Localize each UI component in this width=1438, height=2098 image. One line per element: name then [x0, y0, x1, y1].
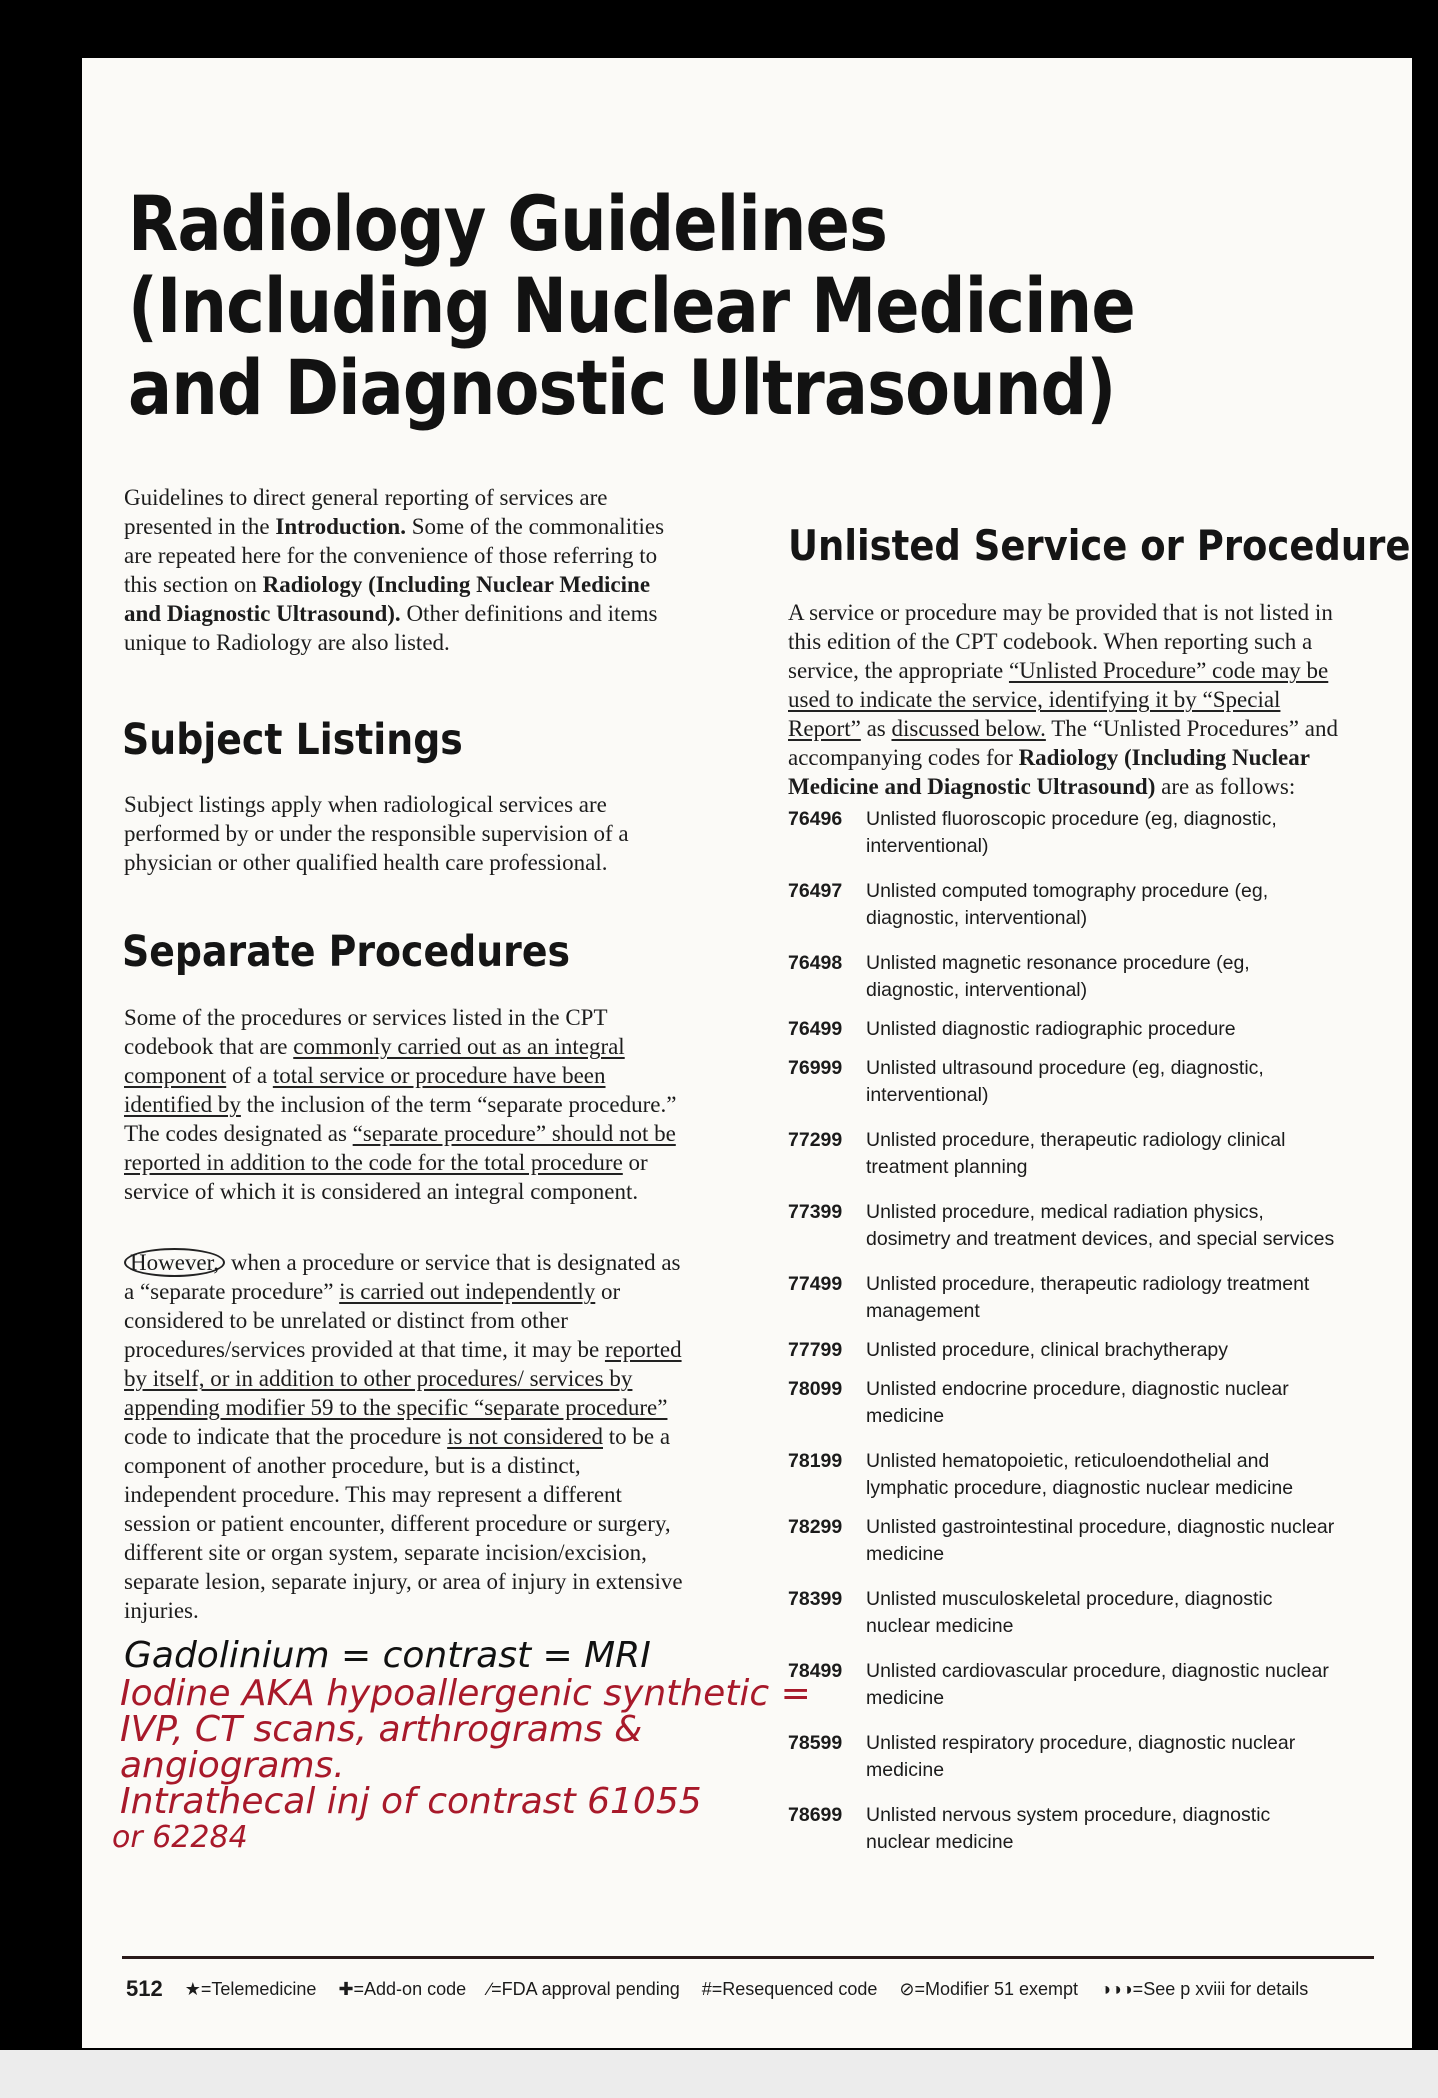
legend-see-details: ◑◑◑=See p xviii for details: [1100, 1978, 1309, 1999]
sep1-underline-2: total service or procedure have been identified by: [124, 1063, 606, 1117]
code-description: Unlisted hematopoietic, reticuloendothelial and lymphatic procedure, diagnostic nuclear medicine: [866, 1450, 1294, 1499]
sep1-text-c: the inclusion of the term “separate procedure.” The codes designated as: [124, 1092, 677, 1146]
cpt-code: 78699: [788, 1804, 843, 1826]
code-row: [788, 1127, 1408, 1181]
sep1-text-d: or service of which it is considered an integral component.: [124, 1150, 648, 1204]
unl-underline-1: “Unlisted Procedure” code may be used to indicate the service, identifying it by “Special Report”: [788, 658, 1329, 741]
intro-text-1: Guidelines to direct general reporting of services are presented in the: [124, 485, 608, 539]
unlisted-paragraph: [788, 598, 1354, 801]
intro-text-3: Other definitions and items unique to Radiology are also listed.: [124, 601, 658, 655]
bottom-strip: [0, 2050, 1438, 2098]
cpt-code: 78399: [788, 1588, 843, 1610]
cpt-code: 78499: [788, 1660, 843, 1682]
unl-text-b: as: [860, 716, 892, 741]
code-description: Unlisted nervous system procedure, diagnostic nuclear medicine: [866, 1804, 1271, 1853]
unl-underline-2: discussed below.: [891, 716, 1046, 741]
intro-paragraph: [124, 483, 684, 657]
intro-bold-1: Introduction.: [275, 514, 406, 539]
intro-bold-2: Radiology (Including Nuclear Medicine and Diagnostic Ultrasound).: [124, 572, 651, 626]
code-description: Unlisted procedure, therapeutic radiology clinical treatment planning: [866, 1129, 1286, 1178]
page-title: Radiology Guidelines (Including Nuclear Medicine and Diagnostic Ultrasound): [128, 179, 1135, 432]
code-row: [788, 878, 1408, 932]
sep2-text-d: to be a component of another procedure, but is a distinct, independent procedure. This may represent a different session or patient encounter, different procedure or surgery, different site or organ system, separate incision/excision, separate lesion, separate injury, or area of injury in extensive injuries.: [124, 1424, 683, 1623]
code-description: Unlisted musculoskeletal procedure, diagnostic nuclear medicine: [866, 1588, 1273, 1637]
footer-legend: [126, 1976, 1386, 2002]
code-description: Unlisted procedure, clinical brachytherapy: [866, 1339, 1229, 1361]
unl-text-a: A service or procedure may be provided that is not listed in this edition of the CPT codebook. When reporting such a service, the appropriate: [788, 600, 1333, 683]
code-description: Unlisted fluoroscopic procedure (eg, diagnostic, interventional): [866, 808, 1277, 857]
cpt-code: 77799: [788, 1339, 843, 1361]
sep2-underline-1: is carried out independently: [339, 1279, 596, 1304]
separate-paragraph-1: [124, 1003, 684, 1206]
sep1-text-a: Some of the procedures or services listed in the CPT codebook that are: [124, 1005, 608, 1059]
sep2-text-a: when a procedure or service that is designated as a “separate procedure”: [124, 1250, 681, 1304]
legend-resequenced: #=Resequenced code: [701, 1978, 878, 1999]
unl-bold-1: Radiology (Including Nuclear Medicine and Diagnostic Ultrasound): [788, 745, 1310, 799]
sep1-underline-3: “separate procedure” should not be reported in addition to the code for the total procedure: [124, 1121, 676, 1175]
footer-divider: [122, 1956, 1374, 1959]
code-row: [788, 1271, 1408, 1325]
sep1-underline-1: commonly carried out as an integral component: [124, 1034, 625, 1088]
sep2-text-c: code to indicate that the procedure: [124, 1424, 448, 1449]
code-row: [788, 1730, 1408, 1784]
code-row: [788, 1337, 1408, 1364]
code-row: [788, 1376, 1408, 1430]
separate-paragraph-2: [124, 1248, 684, 1625]
however-circled: However,: [124, 1248, 225, 1277]
sep2-underline-2: reported by itself, or in addition to other procedures/ services by appending modifier 59 to the specific “separate procedure”: [124, 1337, 682, 1420]
cpt-code: 78099: [788, 1378, 843, 1400]
sep2-text-b: or considered to be unrelated or distinct from other procedures/services provided at that time, it may be: [124, 1279, 621, 1362]
unlisted-heading: Unlisted Service or Procedure: [788, 521, 1411, 570]
code-row: [788, 1514, 1408, 1568]
code-row: [788, 1802, 1408, 1856]
code-row: [788, 1586, 1408, 1640]
unl-text-c: The “Unlisted Procedures” and accompanying codes for: [788, 716, 1338, 770]
page-number: 512: [126, 1976, 163, 2001]
handwritten-note-3: IVP, CT scans, arthrograms &: [120, 1709, 643, 1750]
code-description: Unlisted respiratory procedure, diagnostic nuclear medicine: [866, 1732, 1296, 1781]
subject-listings-heading: Subject Listings: [122, 715, 463, 765]
code-description: Unlisted computed tomography procedure (eg, diagnostic, interventional): [866, 880, 1269, 929]
cpt-code: 76499: [788, 1018, 843, 1040]
cpt-code: 78599: [788, 1732, 843, 1754]
handwritten-note-4: angiograms.: [120, 1745, 345, 1786]
code-description: Unlisted cardiovascular procedure, diagnostic nuclear medicine: [866, 1660, 1329, 1709]
code-row: [788, 806, 1408, 860]
handwritten-note-2: Iodine AKA hypoallergenic synthetic =: [120, 1673, 811, 1714]
cpt-code: 77399: [788, 1201, 843, 1223]
code-row: [788, 1658, 1408, 1712]
code-description: Unlisted ultrasound procedure (eg, diagnostic, interventional): [866, 1057, 1264, 1106]
code-description: Unlisted procedure, medical radiation physics, dosimetry and treatment devices, and special services: [866, 1201, 1335, 1250]
cpt-code: 77499: [788, 1273, 843, 1295]
handwritten-note-6: or 62284: [112, 1820, 248, 1855]
document-page: [82, 58, 1412, 2048]
code-row: [788, 950, 1408, 1004]
code-description: Unlisted endocrine procedure, diagnostic nuclear medicine: [866, 1378, 1289, 1427]
code-description: Unlisted magnetic resonance procedure (eg, diagnostic, interventional): [866, 952, 1250, 1001]
code-row: [788, 1016, 1408, 1043]
cpt-code: 76999: [788, 1057, 843, 1079]
code-row: [788, 1448, 1408, 1502]
sep2-underline-3: is not considered: [447, 1424, 603, 1449]
cpt-code: 78199: [788, 1450, 843, 1472]
code-description: Unlisted diagnostic radiographic procedure: [866, 1018, 1236, 1040]
unl-text-d: are as follows:: [1155, 774, 1296, 799]
intro-text-2: Some of the commonalities are repeated here for the convenience of those referring to this section on: [124, 514, 665, 597]
code-row: [788, 1055, 1408, 1109]
code-description: Unlisted procedure, therapeutic radiology treatment management: [866, 1273, 1310, 1322]
code-row: [788, 1199, 1408, 1253]
cpt-code: 76496: [788, 808, 843, 830]
separate-procedures-heading: Separate Procedures: [122, 927, 571, 977]
handwritten-note-5: Intrathecal inj of contrast 61055: [120, 1781, 702, 1822]
legend-modifier51: ⊘=Modifier 51 exempt: [899, 1978, 1079, 1999]
code-description: Unlisted gastrointestinal procedure, diagnostic nuclear medicine: [866, 1516, 1335, 1565]
cpt-code: 77299: [788, 1129, 843, 1151]
legend-telemedicine: ★=Telemedicine: [184, 1978, 317, 1999]
cpt-code: 76497: [788, 880, 843, 902]
sep1-text-b: of a: [226, 1063, 273, 1088]
cpt-code: 76498: [788, 952, 843, 974]
handwritten-note-1: Gadolinium = contrast = MRI: [124, 1635, 651, 1676]
subject-listings-text: Subject listings apply when radiological services are performed by or under the responsible supervision of a physician or other qualified health care professional.: [124, 792, 629, 875]
legend-fda: ∕=FDA approval pending: [488, 1978, 680, 1999]
legend-addon: ✚=Add-on code: [338, 1978, 467, 1999]
unlisted-code-list: [788, 806, 1408, 1856]
cpt-code: 78299: [788, 1516, 843, 1538]
